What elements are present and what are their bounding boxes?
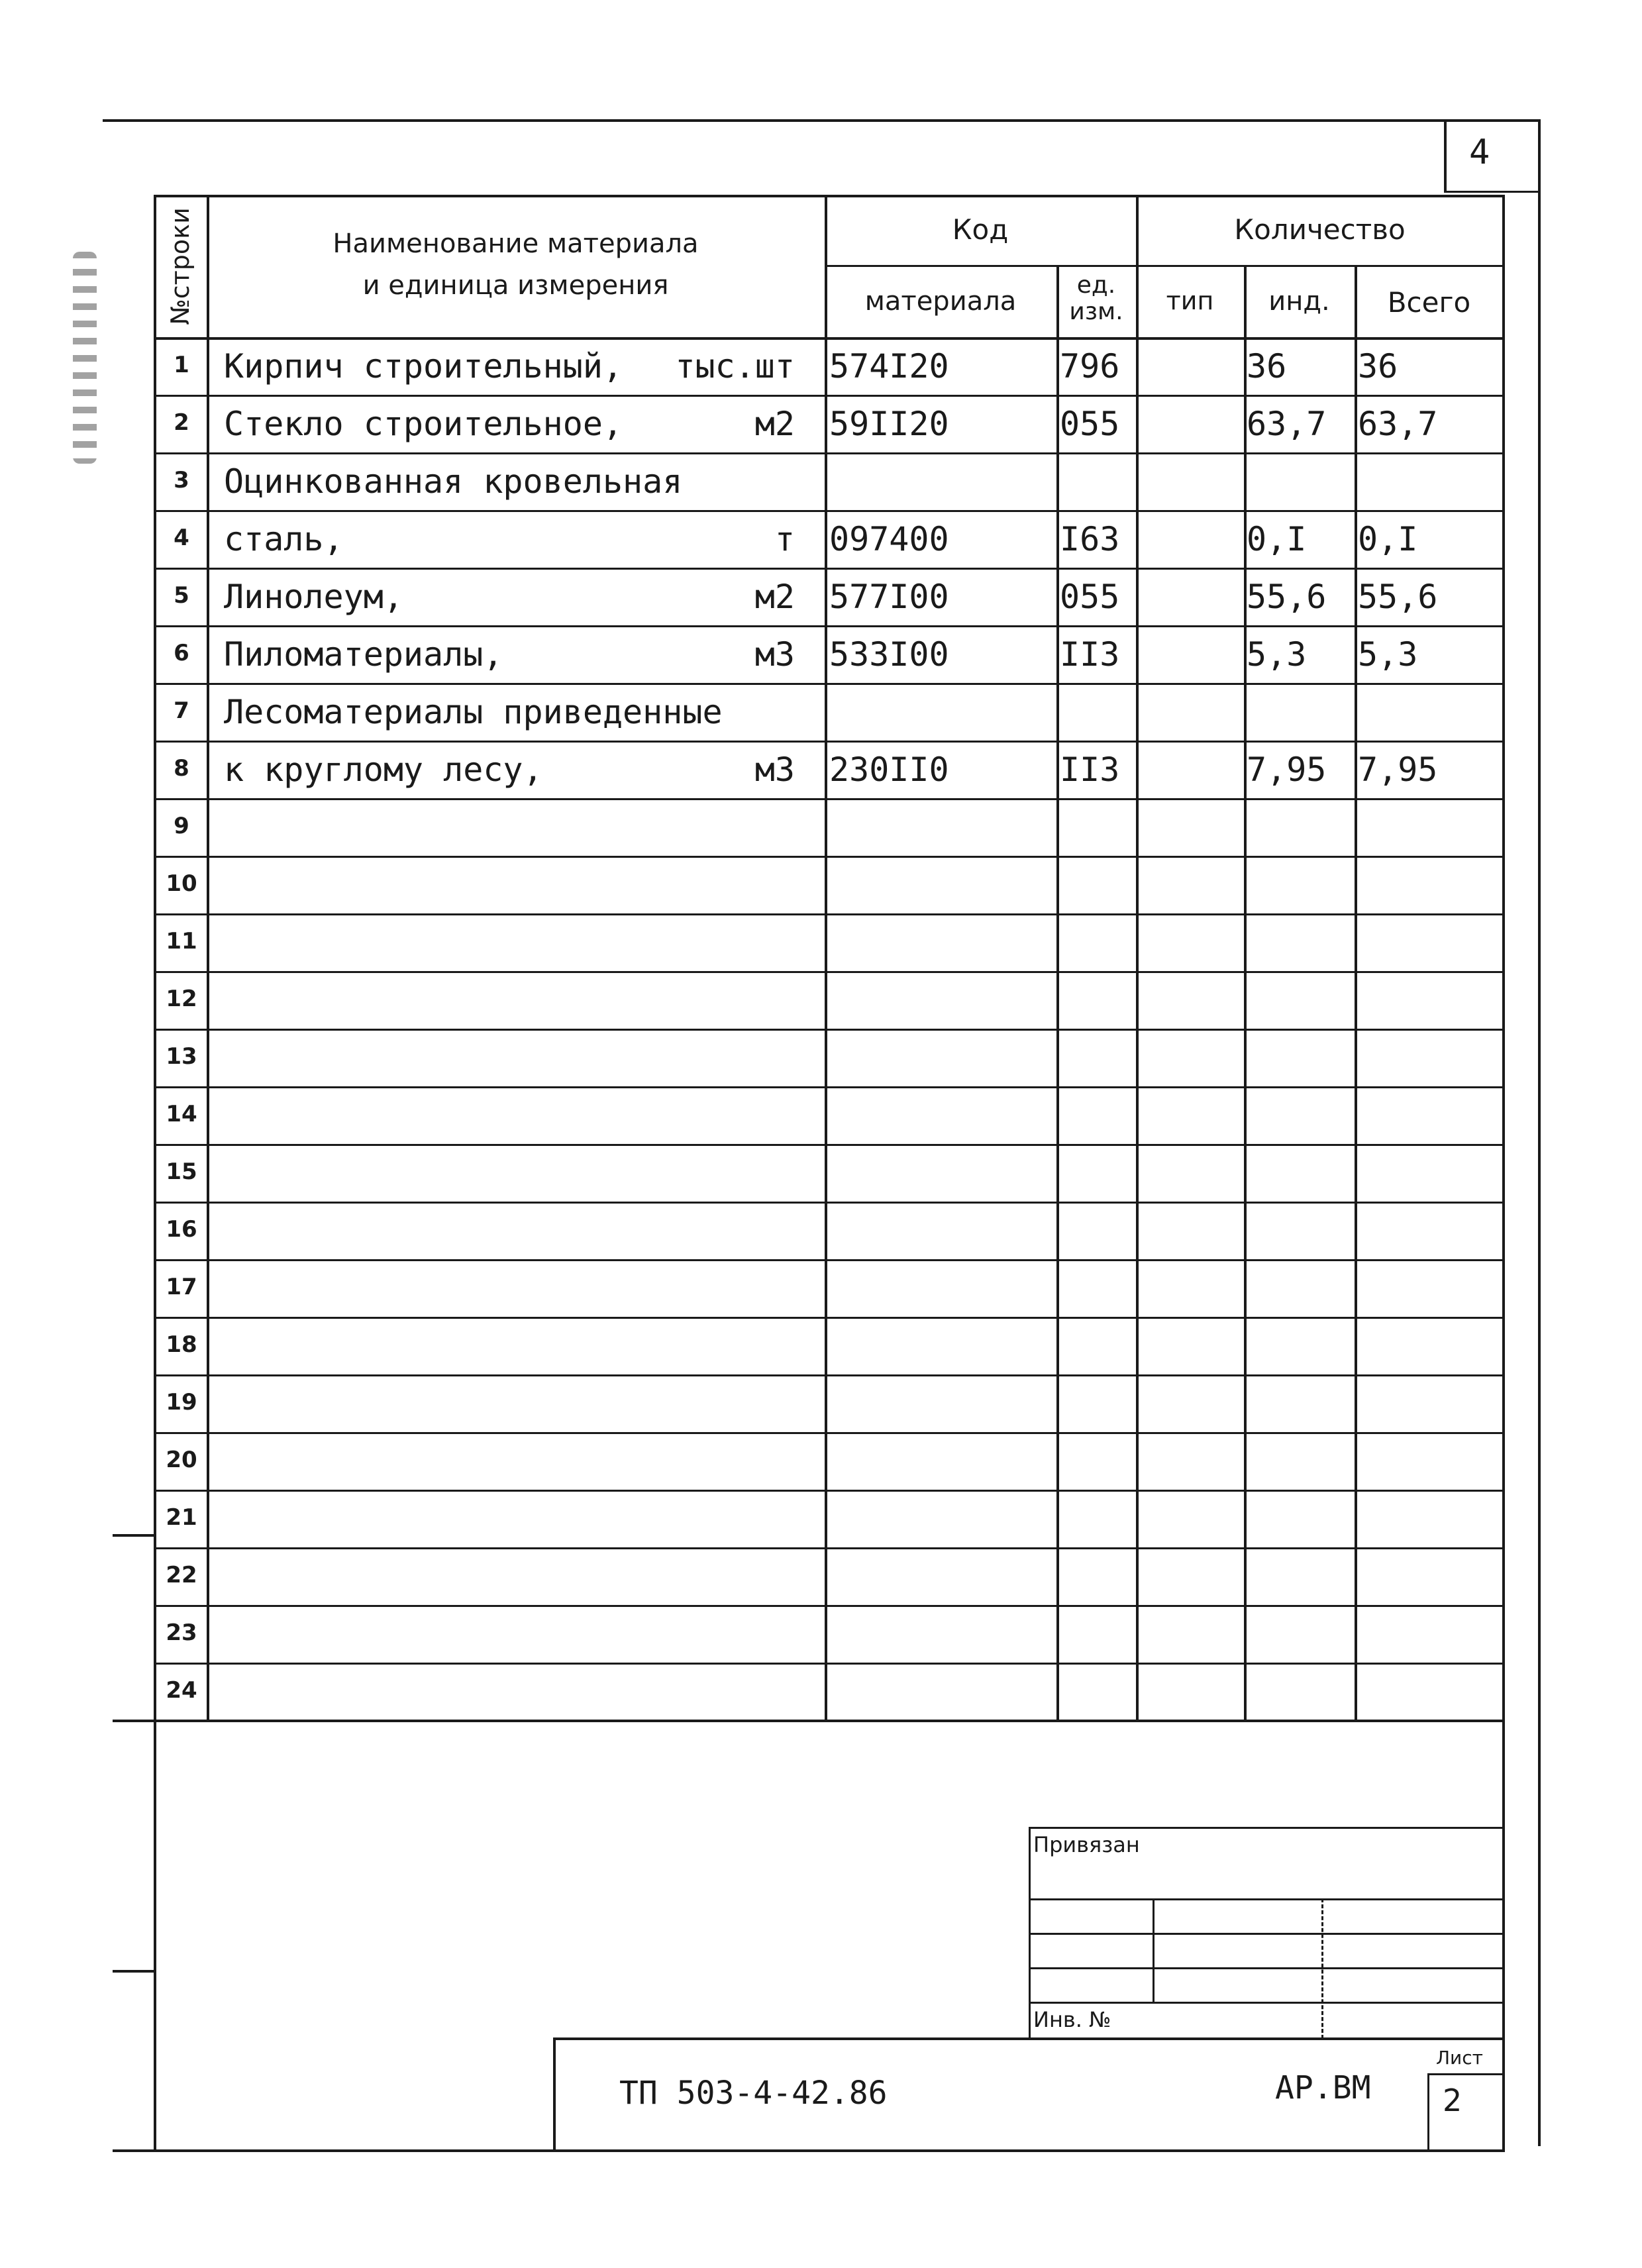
row-line [154, 1490, 1505, 1492]
col-line-rownum [207, 195, 209, 1722]
quantity-ind: 36 [1247, 347, 1287, 386]
row-number: 1 [174, 352, 189, 378]
unit-code: II3 [1060, 635, 1120, 674]
row-number: 3 [174, 467, 189, 493]
quantity-ind: 5,3 [1247, 635, 1307, 674]
row-number: 7 [174, 697, 189, 724]
sheet-box-top [1427, 2073, 1504, 2075]
material-name: Линолеум, [224, 578, 403, 616]
bound-label: Привязан [1033, 1832, 1140, 1857]
page-number-box-bottom [1444, 191, 1540, 193]
row-number: 5 [174, 582, 189, 609]
col-line-ind [1355, 265, 1357, 1722]
row-number: 15 [166, 1159, 197, 1185]
quantity-total: 55,6 [1358, 578, 1438, 616]
row-line [154, 510, 1505, 512]
name-header-line1: Наименование материала [333, 229, 699, 259]
quantity-ind: 0,I [1247, 520, 1307, 558]
table-header-bottom-line [154, 337, 1505, 340]
row-line [154, 913, 1505, 915]
row-line [154, 683, 1505, 685]
material-name: Лесоматериалы приведенные [224, 693, 723, 731]
page-number: 4 [1469, 132, 1490, 172]
row-line [154, 971, 1505, 973]
unit-code: 055 [1060, 405, 1120, 443]
col-line-name [825, 195, 827, 1722]
material-code: 097400 [829, 520, 949, 558]
table-bottom-line [113, 1720, 1505, 1722]
col-line-type [1244, 265, 1247, 1722]
ind-header: инд. [1268, 286, 1330, 317]
unit-of-measure: т [774, 520, 795, 558]
row-line [154, 856, 1505, 858]
row-number: 17 [166, 1274, 197, 1300]
row-number: 6 [174, 640, 189, 666]
page-number-box-left [1444, 119, 1447, 192]
document-code: ТП 503-4-42.86 [619, 2075, 888, 2112]
row-number-header: №строки [166, 207, 195, 325]
row-line [154, 1432, 1505, 1434]
material-name: к круглому лесу, [224, 750, 543, 789]
unit-of-measure: м3 [754, 750, 795, 789]
table-right-line [1502, 195, 1505, 2151]
stamp-row-line-1 [1029, 1898, 1504, 1900]
quantity-total: 63,7 [1358, 405, 1438, 443]
name-header-line2: и единица измерения [362, 270, 669, 301]
row-number: 10 [166, 870, 197, 897]
unit-code: I63 [1060, 520, 1120, 558]
stamp-inner-col-line [1153, 1898, 1155, 2002]
row-number: 11 [166, 928, 197, 954]
material-name: Стекло строительное, [224, 405, 623, 443]
unit-code: II3 [1060, 750, 1120, 789]
row-line [154, 1547, 1505, 1549]
quantity-total: 36 [1358, 347, 1398, 386]
row-line [154, 798, 1505, 800]
row-line [154, 1317, 1505, 1319]
unit-of-measure: м3 [754, 635, 795, 674]
stamp-row-line-3 [1029, 1967, 1504, 1969]
title-block-top-line [553, 2037, 1505, 2040]
table-top-line [154, 195, 1505, 197]
material-name: Оцинкованная кровельная [224, 462, 683, 501]
sheet-label: Лист [1436, 2047, 1483, 2069]
unit-of-measure: тыс.шт [675, 347, 795, 386]
stamp-dashed-col-line [1321, 1898, 1323, 2039]
row-number: 4 [174, 525, 189, 551]
stamp-top-line [1029, 1827, 1504, 1829]
material-code: 230II0 [829, 750, 949, 789]
material-code: 533I00 [829, 635, 949, 674]
material-name: Кирпич строительный, [224, 347, 623, 386]
left-margin-mark-lower [113, 1970, 155, 1973]
row-line [154, 1663, 1505, 1665]
page-bottom-line [113, 2149, 1505, 2152]
row-number: 23 [166, 1620, 197, 1646]
row-line [154, 1605, 1505, 1607]
row-line [154, 1202, 1505, 1204]
unit-of-measure: м2 [754, 405, 795, 443]
unit-code-header-line1: ед. [1076, 272, 1116, 299]
quantity-ind: 7,95 [1247, 750, 1327, 789]
type-header: тип [1166, 286, 1214, 315]
row-line [154, 1086, 1505, 1088]
material-code: 59II20 [829, 405, 949, 443]
unit-code: 796 [1060, 347, 1120, 386]
quantity-total: 0,I [1358, 520, 1418, 558]
row-line [154, 1029, 1505, 1031]
row-number: 24 [166, 1677, 197, 1704]
quantity-ind: 63,7 [1247, 405, 1327, 443]
inv-no-label: Инв. № [1033, 2007, 1111, 2032]
material-code: 574I20 [829, 347, 949, 386]
row-line [154, 452, 1505, 454]
row-number: 12 [166, 986, 197, 1012]
section-code: АР.ВМ [1275, 2069, 1371, 2106]
left-margin-scribble [73, 252, 97, 464]
row-line [154, 625, 1505, 627]
row-line [154, 395, 1505, 397]
row-number: 13 [166, 1043, 197, 1070]
sheet-number: 2 [1443, 2083, 1462, 2118]
material-code-header: материала [864, 286, 1017, 317]
unit-code-header-line2: изм. [1069, 298, 1123, 325]
total-header: Всего [1387, 286, 1471, 319]
row-line [154, 1374, 1505, 1376]
material-code: 577I00 [829, 578, 949, 616]
row-number: 16 [166, 1216, 197, 1243]
unit-of-measure: м2 [754, 578, 795, 616]
row-number: 19 [166, 1389, 197, 1416]
col-line-unit-code [1136, 195, 1139, 1722]
row-line [154, 1144, 1505, 1146]
row-number: 14 [166, 1101, 197, 1127]
top-border-line [103, 119, 1540, 122]
row-number: 20 [166, 1447, 197, 1473]
quantity-total: 5,3 [1358, 635, 1418, 674]
row-number: 18 [166, 1331, 197, 1358]
row-number: 22 [166, 1562, 197, 1588]
right-frame-line [1538, 119, 1541, 2146]
unit-code: 055 [1060, 578, 1120, 616]
col-line-material-code [1056, 265, 1059, 1722]
row-number: 21 [166, 1504, 197, 1531]
stamp-row-line-2 [1029, 1933, 1504, 1935]
sheet-box-left [1427, 2073, 1429, 2150]
code-header: Код [952, 213, 1009, 246]
quantity-header: Количество [1234, 213, 1406, 246]
material-name: Пиломатериалы, [224, 635, 503, 674]
material-name: сталь, [224, 520, 344, 558]
header-subdivider-line [825, 265, 1504, 267]
quantity-ind: 55,6 [1247, 578, 1327, 616]
row-number: 2 [174, 409, 189, 436]
stamp-row-line-4 [1029, 2002, 1504, 2004]
row-line [154, 741, 1505, 743]
title-block-left-line [553, 2037, 556, 2150]
row-line [154, 1259, 1505, 1261]
quantity-total: 7,95 [1358, 750, 1438, 789]
row-number: 8 [174, 755, 189, 782]
row-number: 9 [174, 813, 189, 839]
row-line [154, 568, 1505, 570]
left-margin-mark-upper [113, 1534, 155, 1537]
